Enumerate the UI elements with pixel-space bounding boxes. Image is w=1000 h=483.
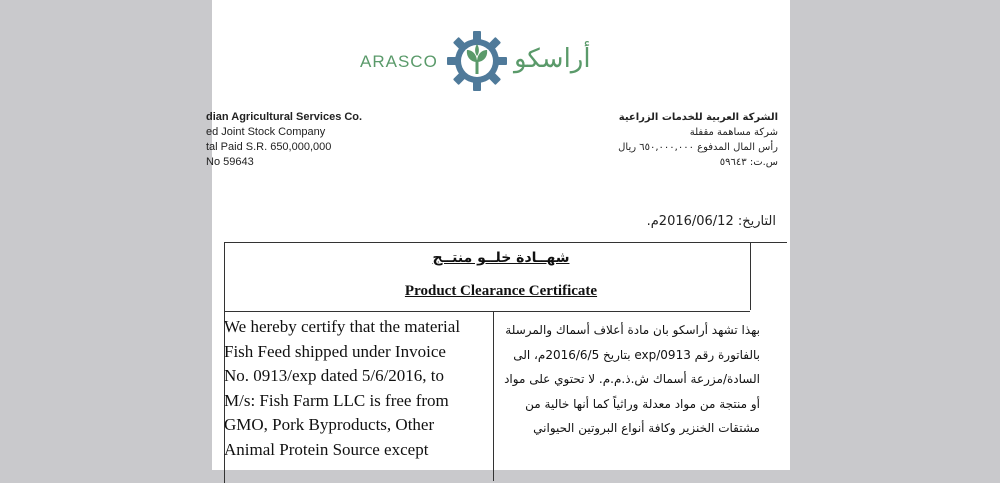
body-en-line: M/s: Fish Farm LLC is free from — [224, 390, 449, 410]
body-en-line: We hereby certify that the material — [224, 317, 461, 336]
body-en-line: Fish Feed shipped under Invoice — [224, 341, 446, 361]
company-name-ar: الشركة العربية للخدمات الزراعية — [618, 112, 778, 123]
logo-text-en: ARASCO — [360, 52, 438, 71]
arasco-gear-logo-icon — [446, 30, 508, 92]
body-ar-line: أو منتجة من مواد معدلة وراثياً كما أنها خالية من — [525, 396, 760, 411]
body-ar-line: بالفاتورة رقم exp/0913 بتاريخ 2016/6/5م، الى — [513, 347, 760, 362]
company-details-en — [206, 110, 432, 170]
company-type-ar: شركة مساهمة مقفلة — [689, 127, 778, 138]
body-en-line: No. 0913/exp dated 5/6/2016, to — [224, 366, 445, 385]
certificate-body-ar — [502, 318, 760, 441]
company-capital-en: tal Paid S.R. 650,000,000 — [206, 141, 332, 153]
certificate-page — [206, 0, 790, 470]
company-cr-en: No 59643 — [206, 156, 254, 168]
company-details-ar — [558, 110, 778, 170]
company-capital-ar: رأس المال المدفوع ٦٥٠,٠٠٠,٠٠٠ ريال — [618, 142, 778, 153]
letterhead-logo — [212, 30, 790, 90]
column-divider — [493, 311, 494, 481]
body-en-line: GMO, Pork Byproducts, Other — [224, 415, 435, 434]
certificate-body-en — [224, 315, 490, 462]
company-cr-ar: س.ت: ٥٩٦٤٣ — [719, 157, 778, 168]
body-ar-line: السادة/مزرعة أسماك ش.ذ.م.م. لا تحتوي على مواد — [504, 372, 760, 386]
body-ar-line: مشتقات الخنزير وكافة أنواع البروتين الحيواني — [533, 421, 760, 435]
title-arabic: شهــادة خلــو منتــج — [432, 250, 570, 266]
table-header-rule — [224, 311, 750, 312]
title-english: Product Clearance Certificate — [404, 283, 598, 299]
logo-text-ar: أراسكو — [514, 44, 591, 74]
company-type-en: ed Joint Stock Company — [206, 126, 326, 138]
body-en-line: Animal Protein Source except — [224, 439, 429, 459]
document-date: التاريخ: 2016/06/12م. — [646, 214, 776, 229]
body-ar-line: بهذا تشهد أراسكو بان مادة أعلاف أسماك والمرسلة — [505, 323, 760, 337]
company-name-en: dian Agricultural Services Co. — [206, 111, 363, 123]
